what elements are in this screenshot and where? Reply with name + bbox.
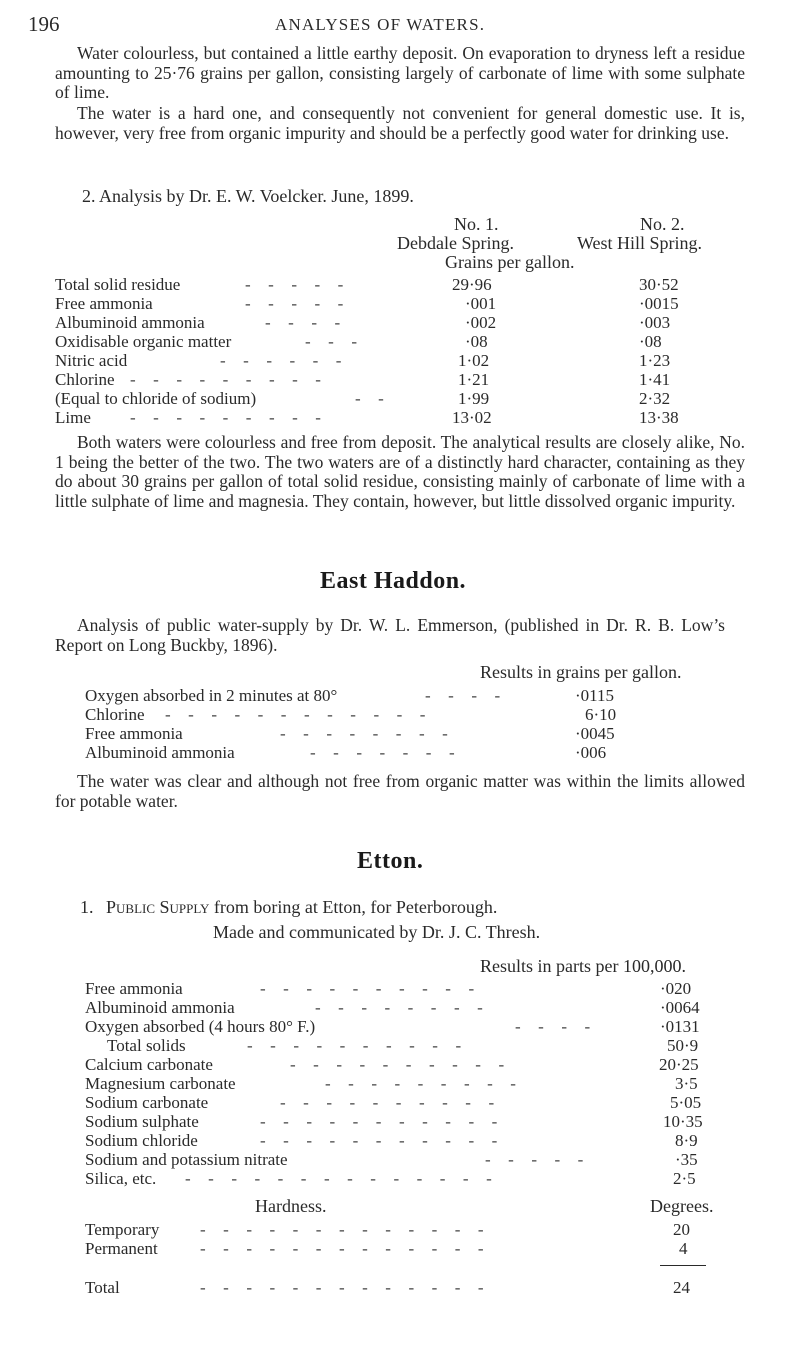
column-1-name: Debdale Spring. (397, 233, 514, 253)
row-label: Oxygen absorbed in 2 minutes at 80° (85, 686, 338, 705)
section-heading-etton: Etton. (357, 848, 424, 874)
row-value: 3·5 (675, 1074, 698, 1093)
value-no2: ·003 (639, 313, 671, 332)
leader-dots: - - - - - - - - - - - - - (200, 1220, 487, 1239)
row-label: Free ammonia (85, 724, 183, 743)
row-label: (Equal to chloride of sodium) (55, 389, 257, 408)
row-value: 2·5 (673, 1169, 696, 1188)
leader-dots: - - - - - - - - - (130, 370, 324, 389)
leader-dots: - - - - - - - - - - (247, 1036, 465, 1055)
row-label: Total solids (107, 1036, 186, 1055)
row-value: 8·9 (675, 1131, 698, 1150)
intro-paragraph-2: The water is a hard one, and consequently not convenient for general domestic use. It is, however, very free from organic impurity and should be a perfectly good water for drinking use. (55, 103, 745, 143)
analysis-caption: 2. Analysis by Dr. E. W. Voelcker. June, 1899. (82, 186, 414, 206)
total-label: Total (85, 1278, 120, 1297)
etton-units: Results in parts per 100,000. (480, 956, 686, 976)
row-label: Albuminoid ammonia (85, 743, 235, 762)
row-value: ·35 (675, 1150, 698, 1169)
section-heading-east-haddon: East Haddon. (320, 568, 467, 594)
row-label: Sodium and potassium nitrate (85, 1150, 288, 1169)
row-value: 20·25 (659, 1055, 699, 1074)
value-no1: ·001 (465, 294, 497, 313)
leader-dots: - - - - (425, 686, 504, 705)
leader-dots: - - - - - - (220, 351, 345, 370)
value-no1: 1·99 (458, 389, 490, 408)
row-label: Sodium chloride (85, 1131, 198, 1150)
row-value: ·0045 (575, 724, 615, 743)
leader-dots: - - - - - - - - - - (290, 1055, 508, 1074)
leader-dots: - - - - - - - - - - - (260, 1131, 501, 1150)
row-label: Oxidisable organic matter (55, 332, 232, 351)
page-number: 196 (28, 12, 60, 36)
value-no1: 29·96 (452, 275, 492, 294)
row-value: 4 (679, 1239, 688, 1258)
value-no1: ·002 (465, 313, 497, 332)
leader-dots: - - - - - - - - (315, 998, 486, 1017)
row-label: Free ammonia (85, 979, 183, 998)
intro-paragraph-1: Water colourless, but contained a little earthy deposit. On evaporation to dryness left a residue amounting to 25·76 grains per gallon, consisting largely of carbonate of lime with some sulphate of lime. (55, 43, 745, 102)
item-number: 1. (80, 897, 94, 917)
leader-dots: - - - - - - - - (280, 724, 451, 743)
row-label: Nitric acid (55, 351, 128, 370)
leader-dots: - - - - (265, 313, 344, 332)
row-value: 6·10 (585, 705, 617, 724)
value-no2: 13·38 (639, 408, 679, 427)
etton-communicated: Made and communicated by Dr. J. C. Thresh. (213, 922, 541, 942)
east-haddon-intro: Analysis of public water-supply by Dr. W. L. Emmerson, (published in Dr. R. B. Low’s Report on Long Buckby, 1896). (55, 615, 725, 655)
row-label: Chlorine (55, 370, 115, 389)
row-label: Temporary (85, 1220, 160, 1239)
total-rule (660, 1265, 706, 1266)
row-value: ·0064 (660, 998, 700, 1017)
row-value: 5·05 (670, 1093, 702, 1112)
leader-dots: - - - - - - - - - - (260, 979, 478, 998)
row-value: ·020 (660, 979, 692, 998)
etton-item-line (80, 897, 497, 918)
value-no1: 1·21 (458, 370, 490, 389)
row-label: Calcium carbonate (85, 1055, 213, 1074)
value-no2: 1·23 (639, 351, 671, 370)
leader-dots: - - - - - - - - - - - - - (200, 1278, 487, 1297)
leader-dots: - - - (305, 332, 360, 351)
row-value: ·006 (575, 743, 607, 762)
value-no2: 2·32 (639, 389, 671, 408)
row-label: Sodium sulphate (85, 1112, 199, 1131)
leader-dots: - - - - - - - - - - (280, 1093, 498, 1112)
row-label: Magnesium carbonate (85, 1074, 236, 1093)
column-2-name: West Hill Spring. (577, 233, 703, 253)
leader-dots: - - - - - (245, 275, 347, 294)
running-header: ANALYSES OF WATERS. (275, 15, 486, 34)
degrees-label: Degrees. (650, 1196, 714, 1216)
leader-dots: - - - - - - - (310, 743, 458, 762)
value-no2: 30·52 (639, 275, 679, 294)
row-label: Albuminoid ammonia (85, 998, 235, 1017)
leader-dots: - - - - - - - - - - - - (165, 705, 429, 724)
row-value: ·0131 (660, 1017, 700, 1036)
column-2-number: No. 2. (640, 214, 685, 234)
leader-dots: - - - - - (485, 1150, 587, 1169)
value-no1: 13·02 (452, 408, 492, 427)
east-haddon-units: Results in grains per gallon. (480, 662, 682, 682)
hardness-label: Hardness. (255, 1196, 327, 1216)
east-haddon-comment: The water was clear and although not free from organic matter was within the limits allowed for potable water. (55, 771, 745, 811)
leader-dots: - - - - - - - - - - - - - (200, 1239, 487, 1258)
analysis2-comment: Both waters were colourless and free from deposit. The analytical results are closely alike, No. 1 being the better of the two. The two waters are of a distinctly hard character, containing as they do about 30 grains per gallon of total solid residue, consisting mainly of carbonate of lime with a little sulphate of lime and magnesia. They contain, however, but little dissolved organic impurity. (55, 432, 745, 511)
leader-dots: - - - - - - - - - (325, 1074, 519, 1093)
leader-dots: - - - - (515, 1017, 594, 1036)
leader-dots: - - - - - (245, 294, 347, 313)
leader-dots: - - (355, 389, 387, 408)
row-value: 10·35 (663, 1112, 703, 1131)
row-label: Chlorine (85, 705, 145, 724)
leader-dots: - - - - - - - - - - - (260, 1112, 501, 1131)
value-no2: ·08 (639, 332, 662, 351)
value-no1: ·08 (465, 332, 488, 351)
value-no2: 1·41 (639, 370, 671, 389)
units-label: Grains per gallon. (445, 252, 575, 272)
row-value: ·0115 (575, 686, 615, 705)
value-no2: ·0015 (639, 294, 679, 313)
row-label: Oxygen absorbed (4 hours 80° F.) (85, 1017, 316, 1036)
row-label: Total solid residue (55, 275, 181, 294)
leader-dots: - - - - - - - - - - - - - - (185, 1169, 495, 1188)
leader-dots: - - - - - - - - - (130, 408, 324, 427)
column-1-number: No. 1. (454, 214, 499, 234)
row-label: Silica, etc. (85, 1169, 157, 1188)
row-value: 20 (673, 1220, 690, 1239)
row-label: Permanent (85, 1239, 158, 1258)
row-value: 50·9 (667, 1036, 699, 1055)
row-label: Albuminoid ammonia (55, 313, 205, 332)
row-label: Sodium carbonate (85, 1093, 209, 1112)
item-title: Public Supply (106, 897, 210, 917)
row-label: Free ammonia (55, 294, 153, 313)
item-description: from boring at Etton, for Peterborough. (213, 897, 498, 917)
total-value: 24 (673, 1278, 690, 1297)
value-no1: 1·02 (458, 351, 490, 370)
row-label: Lime (55, 408, 91, 427)
